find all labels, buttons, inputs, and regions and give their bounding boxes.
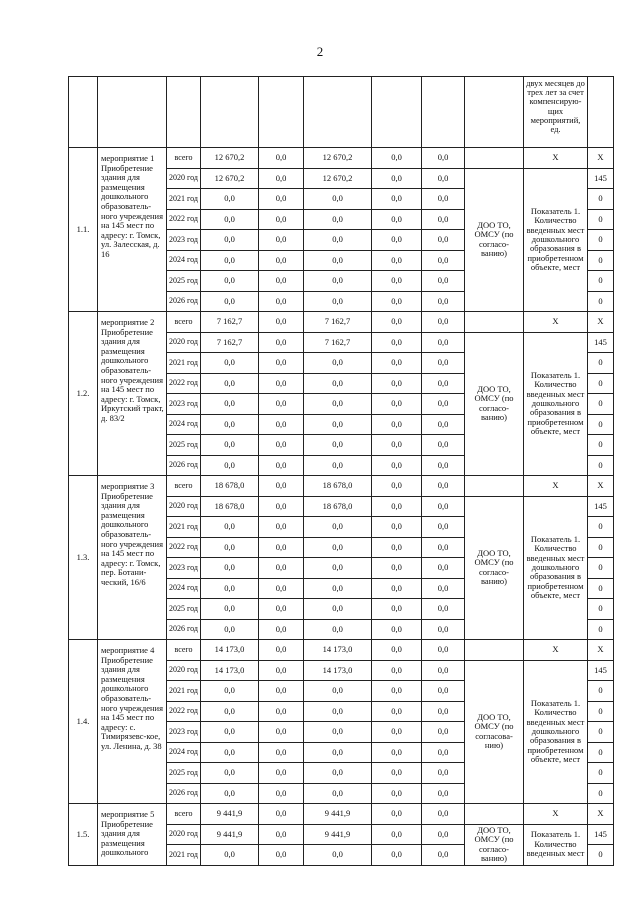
total-amount-cell: 0,0: [201, 271, 259, 292]
extrabudget-cell: 0,0: [422, 558, 465, 579]
extrabudget-cell: 0,0: [422, 578, 465, 599]
indicator-value-cell: 0: [588, 599, 614, 620]
year-cell: 2020 год: [167, 660, 201, 681]
regional-budget-cell: 12 670,2: [304, 168, 372, 189]
indicator-value-cell: 145: [588, 824, 614, 845]
local-budget-cell: 0,0: [372, 250, 422, 271]
total-amount-cell: 0,0: [201, 681, 259, 702]
year-cell: 2022 год: [167, 373, 201, 394]
local-budget-cell: 0,0: [372, 640, 422, 661]
indicator-value-cell: 0: [588, 209, 614, 230]
federal-budget-cell: 0,0: [259, 558, 304, 579]
year-cell: 2022 год: [167, 701, 201, 722]
extrabudget-cell: 0,0: [422, 496, 465, 517]
extrabudget-cell: 0,0: [422, 517, 465, 538]
federal-budget-cell: 0,0: [259, 476, 304, 497]
activity-description: мероприятие 5 Приобретение здания для размещения дошкольного: [98, 804, 167, 866]
extrabudget-cell: 0,0: [422, 476, 465, 497]
federal-budget-cell: 0,0: [259, 845, 304, 866]
total-amount-cell: 0,0: [201, 701, 259, 722]
indicator-value-cell: 0: [588, 455, 614, 476]
activity-description: мероприятие 3 Приобретение здания для размещения дошкольного образователь-ного учреждения на 145 мест по адресу: г. Томск, пер. Ботани-ческий, 16/6: [98, 476, 167, 640]
indicator-value-cell: 0: [588, 763, 614, 784]
year-cell: 2024 год: [167, 250, 201, 271]
table-row: [69, 640, 614, 661]
regional-budget-cell: 12 670,2: [304, 148, 372, 169]
regional-budget-cell: 0,0: [304, 353, 372, 374]
total-amount-cell: 0,0: [201, 578, 259, 599]
total-amount-cell: 14 173,0: [201, 640, 259, 661]
local-budget-cell: 0,0: [372, 373, 422, 394]
local-budget-cell: 0,0: [372, 168, 422, 189]
federal-budget-cell: 0,0: [259, 435, 304, 456]
federal-budget-cell: 0,0: [259, 722, 304, 743]
total-amount-cell: 12 670,2: [201, 168, 259, 189]
total-amount-cell: 0,0: [201, 291, 259, 312]
federal-budget-cell: 0,0: [259, 291, 304, 312]
federal-budget-cell: 0,0: [259, 824, 304, 845]
local-budget-cell: 0,0: [372, 209, 422, 230]
local-budget-cell: 0,0: [372, 148, 422, 169]
local-budget-cell: 0,0: [372, 455, 422, 476]
indicator-name-cell: X: [524, 640, 588, 661]
indicator-description: Показатель 1. Количество введенных мест дошкольного образования в приобретенном объекте, мест: [524, 168, 588, 312]
activity-description: мероприятие 1 Приобретение здания для размещения дошкольного образователь-ного учреждения на 145 мест по адресу: г. Томск, ул. Залесская, д. 16: [98, 148, 167, 312]
local-budget-cell: 0,0: [372, 804, 422, 825]
federal-budget-cell: 0,0: [259, 599, 304, 620]
indicator-value-cell: 145: [588, 332, 614, 353]
federal-budget-cell: 0,0: [259, 230, 304, 251]
extrabudget-cell: 0,0: [422, 250, 465, 271]
indicator-value-cell: 0: [588, 681, 614, 702]
total-amount-cell: 0,0: [201, 230, 259, 251]
extrabudget-cell: 0,0: [422, 619, 465, 640]
indicator-description: Показатель 1. Количество введенных мест дошкольного образования в приобретенном объекте, мест: [524, 332, 588, 476]
year-cell: 2026 год: [167, 291, 201, 312]
indicator-value-cell: 145: [588, 660, 614, 681]
year-cell: 2020 год: [167, 168, 201, 189]
local-budget-cell: 0,0: [372, 230, 422, 251]
year-cell: 2023 год: [167, 722, 201, 743]
total-amount-cell: 7 162,7: [201, 332, 259, 353]
regional-budget-cell: 0,0: [304, 517, 372, 538]
indicator-name-cell: X: [524, 476, 588, 497]
local-budget-cell: 0,0: [372, 496, 422, 517]
indicator-value-cell: 0: [588, 271, 614, 292]
funding-table: [68, 76, 614, 866]
extrabudget-cell: 0,0: [422, 722, 465, 743]
indicator-value-cell: 0: [588, 845, 614, 866]
year-cell: 2022 год: [167, 209, 201, 230]
extrabudget-cell: 0,0: [422, 435, 465, 456]
year-cell: 2021 год: [167, 681, 201, 702]
federal-budget-cell: 0,0: [259, 537, 304, 558]
regional-budget-cell: 7 162,7: [304, 312, 372, 333]
indicator-value-cell: X: [588, 312, 614, 333]
executor-cell: ДОО ТО, ОМСУ (по согласо-ванию): [465, 824, 524, 865]
year-cell: 2024 год: [167, 414, 201, 435]
regional-budget-cell: 0,0: [304, 701, 372, 722]
total-amount-cell: 0,0: [201, 537, 259, 558]
indicator-description: Показатель 1. Количество введенных мест: [524, 824, 588, 865]
local-budget-cell: 0,0: [372, 681, 422, 702]
executor-top-cell: [465, 312, 524, 333]
activity-description: мероприятие 4 Приобретение здания для размещения дошкольного образователь-ного учреждения на 145 мест по адресу: с. Тимирязевс-кое, ул. Ленина, д. 38: [98, 640, 167, 804]
extrabudget-cell: 0,0: [422, 230, 465, 251]
extrabudget-cell: 0,0: [422, 742, 465, 763]
year-cell: всего: [167, 804, 201, 825]
year-cell: 2023 год: [167, 230, 201, 251]
total-amount-cell: 18 678,0: [201, 496, 259, 517]
regional-budget-cell: 0,0: [304, 763, 372, 784]
indicator-value-cell: 0: [588, 189, 614, 210]
indicator-value-cell: 145: [588, 168, 614, 189]
total-amount-cell: 0,0: [201, 722, 259, 743]
local-budget-cell: 0,0: [372, 312, 422, 333]
federal-budget-cell: 0,0: [259, 209, 304, 230]
total-amount-cell: 18 678,0: [201, 476, 259, 497]
indicator-value-cell: 0: [588, 578, 614, 599]
regional-budget-cell: 9 441,9: [304, 804, 372, 825]
regional-budget-cell: 0,0: [304, 209, 372, 230]
federal-budget-cell: 0,0: [259, 681, 304, 702]
indicator-value-cell: X: [588, 148, 614, 169]
regional-budget-cell: 0,0: [304, 189, 372, 210]
year-cell: 2020 год: [167, 824, 201, 845]
extrabudget-cell: 0,0: [422, 291, 465, 312]
local-budget-cell: 0,0: [372, 742, 422, 763]
local-budget-cell: 0,0: [372, 722, 422, 743]
total-amount-cell: 9 441,9: [201, 804, 259, 825]
regional-budget-cell: 18 678,0: [304, 496, 372, 517]
year-cell: 2022 год: [167, 537, 201, 558]
indicator-value-cell: 0: [588, 435, 614, 456]
year-cell: 2026 год: [167, 455, 201, 476]
regional-budget-cell: 0,0: [304, 681, 372, 702]
local-budget-cell: 0,0: [372, 763, 422, 784]
indicator-name-cell: X: [524, 148, 588, 169]
extrabudget-cell: 0,0: [422, 804, 465, 825]
federal-budget-cell: 0,0: [259, 414, 304, 435]
extrabudget-cell: 0,0: [422, 353, 465, 374]
federal-budget-cell: 0,0: [259, 189, 304, 210]
indicator-value-cell: 0: [588, 517, 614, 538]
total-amount-cell: 9 441,9: [201, 824, 259, 845]
page-number: 2: [316, 44, 324, 59]
year-cell: всего: [167, 148, 201, 169]
total-amount-cell: 7 162,7: [201, 312, 259, 333]
total-amount-cell: 0,0: [201, 435, 259, 456]
total-amount-cell: 0,0: [201, 845, 259, 866]
year-cell: 2021 год: [167, 517, 201, 538]
regional-budget-cell: 0,0: [304, 435, 372, 456]
indicator-header-cont: двух месяцев до трех лет за счет компенсирую-щих мероприятий, ед.: [524, 77, 588, 148]
local-budget-cell: 0,0: [372, 783, 422, 804]
local-budget-cell: 0,0: [372, 189, 422, 210]
indicator-value-cell: 0: [588, 722, 614, 743]
total-amount-cell: 0,0: [201, 783, 259, 804]
federal-budget-cell: 0,0: [259, 619, 304, 640]
federal-budget-cell: 0,0: [259, 640, 304, 661]
table-row: [69, 148, 614, 169]
local-budget-cell: 0,0: [372, 578, 422, 599]
total-amount-cell: 0,0: [201, 619, 259, 640]
indicator-description: Показатель 1. Количество введенных мест дошкольного образования в приобретенном объекте, мест: [524, 660, 588, 804]
local-budget-cell: 0,0: [372, 845, 422, 866]
local-budget-cell: 0,0: [372, 558, 422, 579]
extrabudget-cell: 0,0: [422, 394, 465, 415]
total-amount-cell: 0,0: [201, 414, 259, 435]
year-cell: 2023 год: [167, 558, 201, 579]
extrabudget-cell: 0,0: [422, 414, 465, 435]
federal-budget-cell: 0,0: [259, 783, 304, 804]
regional-budget-cell: 0,0: [304, 578, 372, 599]
extrabudget-cell: 0,0: [422, 271, 465, 292]
year-cell: 2021 год: [167, 353, 201, 374]
federal-budget-cell: 0,0: [259, 660, 304, 681]
regional-budget-cell: 14 173,0: [304, 660, 372, 681]
local-budget-cell: 0,0: [372, 824, 422, 845]
federal-budget-cell: 0,0: [259, 271, 304, 292]
federal-budget-cell: 0,0: [259, 332, 304, 353]
regional-budget-cell: 9 441,9: [304, 824, 372, 845]
total-amount-cell: 0,0: [201, 599, 259, 620]
total-amount-cell: 0,0: [201, 394, 259, 415]
executor-top-cell: [465, 804, 524, 825]
regional-budget-cell: 0,0: [304, 271, 372, 292]
executor-top-cell: [465, 640, 524, 661]
indicator-value-cell: X: [588, 476, 614, 497]
local-budget-cell: 0,0: [372, 537, 422, 558]
table-row: [69, 804, 614, 825]
local-budget-cell: 0,0: [372, 332, 422, 353]
indicator-value-cell: 0: [588, 353, 614, 374]
executor-top-cell: [465, 148, 524, 169]
indicator-value-cell: X: [588, 640, 614, 661]
executor-top-cell: [465, 476, 524, 497]
year-cell: всего: [167, 640, 201, 661]
regional-budget-cell: 0,0: [304, 230, 372, 251]
extrabudget-cell: 0,0: [422, 168, 465, 189]
total-amount-cell: 0,0: [201, 209, 259, 230]
regional-budget-cell: 0,0: [304, 599, 372, 620]
total-amount-cell: 0,0: [201, 455, 259, 476]
extrabudget-cell: 0,0: [422, 148, 465, 169]
federal-budget-cell: 0,0: [259, 496, 304, 517]
table-row: [69, 312, 614, 333]
local-budget-cell: 0,0: [372, 394, 422, 415]
indicator-value-cell: 0: [588, 537, 614, 558]
federal-budget-cell: 0,0: [259, 373, 304, 394]
activity-code: 1.2.: [69, 312, 98, 476]
total-amount-cell: 0,0: [201, 250, 259, 271]
regional-budget-cell: 0,0: [304, 722, 372, 743]
year-cell: 2021 год: [167, 189, 201, 210]
indicator-name-cell: X: [524, 804, 588, 825]
local-budget-cell: 0,0: [372, 476, 422, 497]
local-budget-cell: 0,0: [372, 435, 422, 456]
indicator-name-cell: X: [524, 312, 588, 333]
local-budget-cell: 0,0: [372, 291, 422, 312]
federal-budget-cell: 0,0: [259, 804, 304, 825]
extrabudget-cell: 0,0: [422, 783, 465, 804]
activity-code: 1.3.: [69, 476, 98, 640]
extrabudget-cell: 0,0: [422, 660, 465, 681]
regional-budget-cell: 0,0: [304, 619, 372, 640]
federal-budget-cell: 0,0: [259, 250, 304, 271]
extrabudget-cell: 0,0: [422, 312, 465, 333]
federal-budget-cell: 0,0: [259, 312, 304, 333]
extrabudget-cell: 0,0: [422, 209, 465, 230]
indicator-value-cell: 0: [588, 701, 614, 722]
indicator-value-cell: X: [588, 804, 614, 825]
executor-cell: ДОО ТО, ОМСУ (по согласо-ванию): [465, 332, 524, 476]
indicator-value-cell: 145: [588, 496, 614, 517]
regional-budget-cell: 0,0: [304, 455, 372, 476]
extrabudget-cell: 0,0: [422, 640, 465, 661]
regional-budget-cell: 7 162,7: [304, 332, 372, 353]
year-cell: 2025 год: [167, 435, 201, 456]
local-budget-cell: 0,0: [372, 660, 422, 681]
indicator-value-cell: 0: [588, 250, 614, 271]
regional-budget-cell: 0,0: [304, 373, 372, 394]
executor-cell: ДОО ТО, ОМСУ (по согласова-нию): [465, 660, 524, 804]
federal-budget-cell: 0,0: [259, 353, 304, 374]
activity-code: 1.4.: [69, 640, 98, 804]
year-cell: 2024 год: [167, 578, 201, 599]
extrabudget-cell: 0,0: [422, 373, 465, 394]
local-budget-cell: 0,0: [372, 353, 422, 374]
extrabudget-cell: 0,0: [422, 332, 465, 353]
indicator-description: Показатель 1. Количество введенных мест дошкольного образования в приобретенном объекте, мест: [524, 496, 588, 640]
total-amount-cell: 0,0: [201, 558, 259, 579]
federal-budget-cell: 0,0: [259, 394, 304, 415]
year-cell: 2026 год: [167, 783, 201, 804]
local-budget-cell: 0,0: [372, 599, 422, 620]
federal-budget-cell: 0,0: [259, 763, 304, 784]
indicator-value-cell: 0: [588, 783, 614, 804]
year-cell: 2024 год: [167, 742, 201, 763]
total-amount-cell: 12 670,2: [201, 148, 259, 169]
indicator-value-cell: 0: [588, 414, 614, 435]
local-budget-cell: 0,0: [372, 619, 422, 640]
federal-budget-cell: 0,0: [259, 742, 304, 763]
total-amount-cell: 0,0: [201, 763, 259, 784]
extrabudget-cell: 0,0: [422, 845, 465, 866]
year-cell: 2020 год: [167, 496, 201, 517]
federal-budget-cell: 0,0: [259, 148, 304, 169]
total-amount-cell: 0,0: [201, 517, 259, 538]
local-budget-cell: 0,0: [372, 414, 422, 435]
indicator-value-cell: 0: [588, 291, 614, 312]
regional-budget-cell: 0,0: [304, 291, 372, 312]
federal-budget-cell: 0,0: [259, 578, 304, 599]
regional-budget-cell: 0,0: [304, 783, 372, 804]
year-cell: 2020 год: [167, 332, 201, 353]
executor-cell: ДОО ТО, ОМСУ (по согласо-ванию): [465, 496, 524, 640]
local-budget-cell: 0,0: [372, 517, 422, 538]
federal-budget-cell: 0,0: [259, 701, 304, 722]
federal-budget-cell: 0,0: [259, 517, 304, 538]
local-budget-cell: 0,0: [372, 701, 422, 722]
indicator-value-cell: 0: [588, 230, 614, 251]
regional-budget-cell: 0,0: [304, 558, 372, 579]
regional-budget-cell: 18 678,0: [304, 476, 372, 497]
extrabudget-cell: 0,0: [422, 189, 465, 210]
activity-code: 1.5.: [69, 804, 98, 866]
indicator-value-cell: 0: [588, 558, 614, 579]
extrabudget-cell: 0,0: [422, 701, 465, 722]
indicator-value-cell: 0: [588, 373, 614, 394]
year-cell: 2025 год: [167, 271, 201, 292]
regional-budget-cell: 0,0: [304, 742, 372, 763]
extrabudget-cell: 0,0: [422, 599, 465, 620]
total-amount-cell: 0,0: [201, 742, 259, 763]
federal-budget-cell: 0,0: [259, 168, 304, 189]
total-amount-cell: 0,0: [201, 189, 259, 210]
year-cell: 2021 год: [167, 845, 201, 866]
table-row: [69, 476, 614, 497]
extrabudget-cell: 0,0: [422, 455, 465, 476]
regional-budget-cell: 14 173,0: [304, 640, 372, 661]
extrabudget-cell: 0,0: [422, 681, 465, 702]
year-cell: всего: [167, 312, 201, 333]
indicator-value-cell: 0: [588, 619, 614, 640]
total-amount-cell: 0,0: [201, 353, 259, 374]
regional-budget-cell: 0,0: [304, 845, 372, 866]
federal-budget-cell: 0,0: [259, 455, 304, 476]
year-cell: 2025 год: [167, 763, 201, 784]
year-cell: 2025 год: [167, 599, 201, 620]
regional-budget-cell: 0,0: [304, 414, 372, 435]
year-cell: всего: [167, 476, 201, 497]
regional-budget-cell: 0,0: [304, 250, 372, 271]
total-amount-cell: 0,0: [201, 373, 259, 394]
extrabudget-cell: 0,0: [422, 824, 465, 845]
local-budget-cell: 0,0: [372, 271, 422, 292]
activity-description: мероприятие 2 Приобретение здания для размещения дошкольного образователь-ного учреждения на 145 мест по адресу: г. Томск, Иркутский тракт, д. 83/2: [98, 312, 167, 476]
indicator-value-cell: 0: [588, 742, 614, 763]
continued-header-row: [69, 77, 614, 148]
activity-code: 1.1.: [69, 148, 98, 312]
regional-budget-cell: 0,0: [304, 537, 372, 558]
total-amount-cell: 14 173,0: [201, 660, 259, 681]
extrabudget-cell: 0,0: [422, 537, 465, 558]
executor-cell: ДОО ТО, ОМСУ (по согласо-ванию): [465, 168, 524, 312]
indicator-value-cell: 0: [588, 394, 614, 415]
regional-budget-cell: 0,0: [304, 394, 372, 415]
year-cell: 2026 год: [167, 619, 201, 640]
year-cell: 2023 год: [167, 394, 201, 415]
extrabudget-cell: 0,0: [422, 763, 465, 784]
